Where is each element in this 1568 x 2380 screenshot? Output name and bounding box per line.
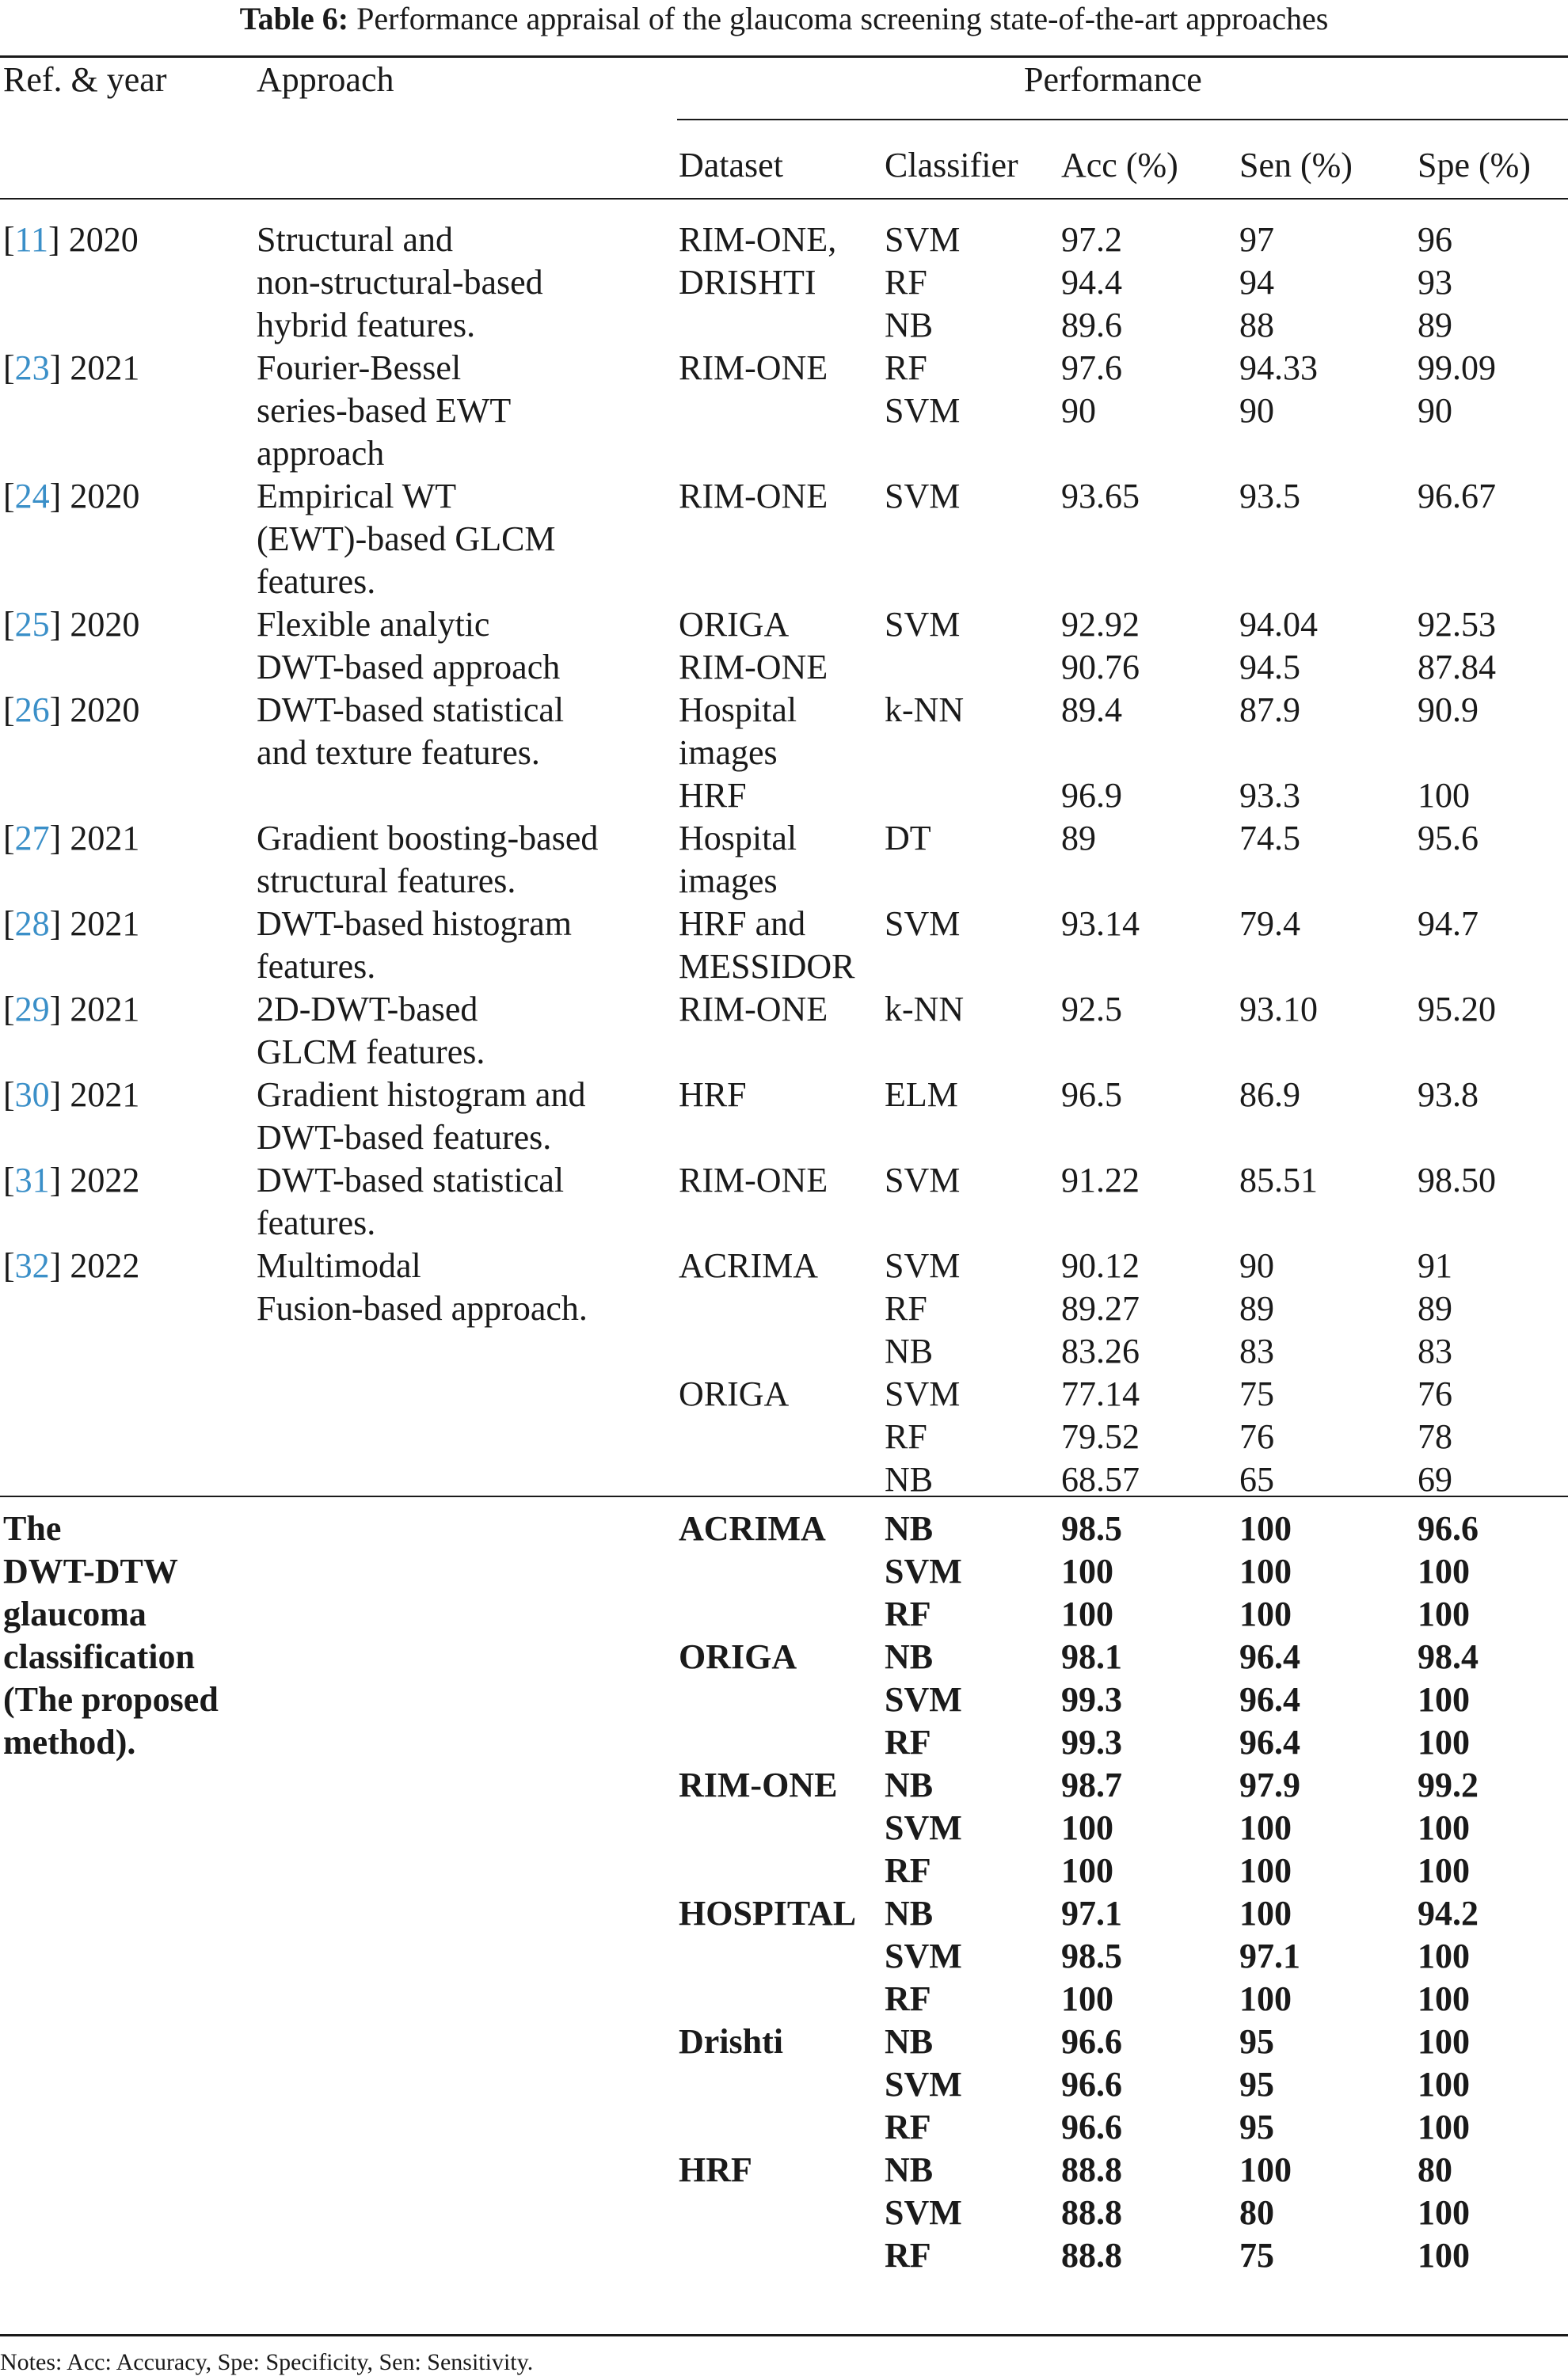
sen-cell: 87.9 [1239,690,1300,729]
proposed-sen-cell: 95 [1239,2065,1274,2104]
acc-cell: 68.57 [1061,1460,1140,1499]
proposed-method-label: classification [3,1637,195,1676]
column-header-approach: Approach [257,60,394,99]
proposed-classifier-cell: SVM [885,1937,962,1975]
proposed-sen-cell: 80 [1239,2193,1274,2232]
ref-year: 2022 [70,1246,140,1285]
dataset-cell: HRF [679,776,747,815]
approach-cell: DWT-based histogram [257,904,572,943]
approach-cell: DWT-based statistical [257,1161,565,1200]
proposed-classifier-cell: NB [885,1637,934,1676]
sen-cell: 86.9 [1239,1075,1300,1114]
proposed-acc-cell: 100 [1061,1552,1113,1591]
acc-cell: 93.14 [1061,904,1140,943]
acc-cell: 91.22 [1061,1161,1140,1200]
proposed-sen-cell: 95 [1239,2108,1274,2146]
proposed-spe-cell: 100 [1418,1808,1470,1847]
classifier-cell: NB [885,306,934,344]
spe-cell: 83 [1418,1332,1452,1371]
ref-year: 2021 [70,904,140,943]
proposed-spe-cell: 80 [1418,2150,1452,2189]
acc-cell: 90.12 [1061,1246,1140,1285]
approach-cell: Empirical WT [257,477,457,515]
table-caption [0,2,1568,36]
approach-cell: Gradient boosting-based [257,819,599,857]
ref-year: 2022 [70,1161,140,1200]
caption-label: Table 6: [239,1,349,36]
classifier-cell: RF [885,348,927,387]
proposed-dataset-cell: HOSPITAL [679,1894,857,1933]
spe-cell: 93 [1418,263,1452,302]
proposed-classifier-cell: RF [885,1979,931,2018]
sen-cell: 85.51 [1239,1161,1318,1200]
proposed-classifier-cell: NB [885,2022,934,2061]
sen-cell: 94.33 [1239,348,1318,387]
acc-cell: 94.4 [1061,263,1122,302]
ref-cell: [26] 2020 [3,690,140,729]
proposed-spe-cell: 100 [1418,2022,1470,2061]
citation-link[interactable]: 11 [14,220,49,259]
proposed-spe-cell: 94.2 [1418,1894,1479,1933]
column-header-dataset: Dataset [679,146,783,184]
proposed-sen-cell: 100 [1239,1851,1292,1890]
classifier-cell: NB [885,1332,934,1371]
proposed-sen-cell: 100 [1239,1808,1292,1847]
caption-title: Performance appraisal of the glaucoma screening state-of-the-art approaches [356,1,1329,36]
citation-link[interactable]: 23 [14,348,50,387]
proposed-sen-cell: 97.1 [1239,1937,1300,1975]
proposed-classifier-cell: SVM [885,1552,962,1591]
citation-link[interactable]: 29 [14,990,50,1028]
dataset-cell: ACRIMA [679,1246,819,1285]
proposed-dataset-cell: Drishti [679,2022,783,2061]
proposed-spe-cell: 100 [1418,2236,1470,2275]
bottom-rule [0,2334,1568,2336]
citation-link[interactable]: 28 [14,904,50,943]
acc-cell: 89.27 [1061,1289,1140,1328]
spe-cell: 100 [1418,776,1470,815]
proposed-acc-cell: 98.1 [1061,1637,1122,1676]
ref-cell: [32] 2022 [3,1246,140,1285]
sen-cell: 90 [1239,1246,1274,1285]
approach-cell: hybrid features. [257,306,476,344]
sen-cell: 93.10 [1239,990,1318,1028]
approach-cell: Gradient histogram and [257,1075,586,1114]
dataset-cell: ORIGA [679,605,790,644]
proposed-spe-cell: 100 [1418,2065,1470,2104]
spe-cell: 96.67 [1418,477,1496,515]
proposed-classifier-cell: RF [885,1851,931,1890]
proposed-sen-cell: 100 [1239,1595,1292,1633]
approach-cell: (EWT)-based GLCM [257,519,556,558]
approach-cell: features. [257,947,376,986]
approach-cell: Fourier-Bessel [257,348,462,387]
proposed-classifier-cell: NB [885,1509,934,1548]
sen-cell: 65 [1239,1460,1274,1499]
spe-cell: 90.9 [1418,690,1479,729]
spe-cell: 95.20 [1418,990,1496,1028]
approach-cell: DWT-based features. [257,1118,552,1157]
proposed-classifier-cell: RF [885,1723,931,1762]
approach-cell: non-structural-based [257,263,543,302]
approach-cell: and texture features. [257,733,540,772]
column-header-acc: Acc (%) [1061,146,1178,184]
approach-cell: series-based EWT [257,391,512,430]
proposed-spe-cell: 100 [1418,2108,1470,2146]
acc-cell: 92.92 [1061,605,1140,644]
dataset-cell: HRF [679,1075,747,1114]
proposed-spe-cell: 100 [1418,1851,1470,1890]
proposed-dataset-cell: ACRIMA [679,1509,826,1548]
column-header-sen: Sen (%) [1239,146,1353,184]
proposed-spe-cell: 100 [1418,1680,1470,1719]
proposed-dataset-cell: ORIGA [679,1637,797,1676]
proposed-acc-cell: 98.5 [1061,1509,1122,1548]
column-header-classifier: Classifier [885,146,1018,184]
proposed-sen-cell: 100 [1239,1894,1292,1933]
dataset-cell: DRISHTI [679,263,816,302]
approach-cell: Multimodal [257,1246,421,1285]
acc-cell: 92.5 [1061,990,1122,1028]
spe-cell: 89 [1418,306,1452,344]
ref-cell: [31] 2022 [3,1161,140,1200]
acc-cell: 89.6 [1061,306,1122,344]
proposed-method-label: (The proposed [3,1680,219,1719]
spe-cell: 96 [1418,220,1452,259]
sen-cell: 75 [1239,1374,1274,1413]
spe-cell: 93.8 [1418,1075,1479,1114]
classifier-cell: RF [885,1289,927,1328]
acc-cell: 77.14 [1061,1374,1140,1413]
classifier-cell: ELM [885,1075,958,1114]
classifier-cell: SVM [885,605,961,644]
proposed-method-label: DWT-DTW [3,1552,178,1591]
ref-cell: [27] 2021 [3,819,140,857]
acc-cell: 97.6 [1061,348,1122,387]
proposed-classifier-cell: NB [885,1894,934,1933]
classifier-cell: SVM [885,220,961,259]
ref-year: 2021 [70,990,140,1028]
classifier-cell: SVM [885,391,961,430]
acc-cell: 89 [1061,819,1096,857]
spe-cell: 78 [1418,1417,1452,1456]
citation-link[interactable]: 24 [14,477,50,515]
spe-cell: 69 [1418,1460,1452,1499]
spe-cell: 92.53 [1418,605,1496,644]
proposed-spe-cell: 98.4 [1418,1637,1479,1676]
ref-cell: [24] 2020 [3,477,140,515]
column-header-spe: Spe (%) [1418,146,1531,184]
spe-cell: 87.84 [1418,648,1496,686]
proposed-sen-cell: 96.4 [1239,1680,1300,1719]
proposed-classifier-cell: SVM [885,1680,962,1719]
ref-cell: [11] 2020 [3,220,139,259]
proposed-spe-cell: 96.6 [1418,1509,1479,1548]
approach-cell: 2D-DWT-based [257,990,478,1028]
ref-cell: [29] 2021 [3,990,140,1028]
proposed-spe-cell: 100 [1418,1595,1470,1633]
proposed-classifier-cell: SVM [885,2193,962,2232]
approach-cell: structural features. [257,861,516,900]
column-header-performance: Performance [1024,60,1202,99]
sen-cell: 89 [1239,1289,1274,1328]
dataset-cell: RIM-ONE [679,477,828,515]
proposed-sen-cell: 100 [1239,1979,1292,2018]
proposed-acc-cell: 97.1 [1061,1894,1122,1933]
performance-subrule [677,119,1568,120]
sen-cell: 94 [1239,263,1274,302]
sen-cell: 74.5 [1239,819,1300,857]
ref-cell: [25] 2020 [3,605,140,644]
approach-cell: features. [257,1203,376,1242]
proposed-sen-cell: 75 [1239,2236,1274,2275]
approach-cell: Fusion-based approach. [257,1289,588,1328]
dataset-cell: HRF and [679,904,806,943]
spe-cell: 99.09 [1418,348,1496,387]
classifier-cell: k-NN [885,990,965,1028]
dataset-cell: RIM-ONE, [679,220,837,259]
dataset-cell: ORIGA [679,1374,790,1413]
citation-link[interactable]: 31 [14,1161,50,1200]
acc-cell: 93.65 [1061,477,1140,515]
proposed-acc-cell: 100 [1061,1851,1113,1890]
column-header-ref-year: Ref. & year [3,60,167,99]
proposed-acc-cell: 88.8 [1061,2150,1122,2189]
acc-cell: 90.76 [1061,648,1140,686]
proposed-sen-cell: 100 [1239,1552,1292,1591]
approach-cell: features. [257,562,376,601]
dataset-cell: RIM-ONE [679,648,828,686]
sen-cell: 93.3 [1239,776,1300,815]
spe-cell: 98.50 [1418,1161,1496,1200]
classifier-cell: k-NN [885,690,965,729]
proposed-classifier-cell: NB [885,2150,934,2189]
proposed-spe-cell: 100 [1418,2193,1470,2232]
ref-year: 2020 [70,690,140,729]
dataset-cell: RIM-ONE [679,1161,828,1200]
spe-cell: 76 [1418,1374,1452,1413]
dataset-cell: RIM-ONE [679,990,828,1028]
ref-year: 2021 [70,819,140,857]
dataset-cell: Hospital [679,819,797,857]
classifier-cell: SVM [885,1161,961,1200]
proposed-dataset-cell: RIM-ONE [679,1766,838,1804]
citation-link[interactable]: 30 [14,1075,50,1114]
approach-cell: DWT-based statistical [257,690,565,729]
proposed-acc-cell: 96.6 [1061,2065,1122,2104]
dataset-cell: images [679,861,778,900]
acc-cell: 83.26 [1061,1332,1140,1371]
proposed-method-label: The [3,1509,62,1548]
classifier-cell: RF [885,263,927,302]
sen-cell: 94.04 [1239,605,1318,644]
dataset-cell: Hospital [679,690,797,729]
sen-cell: 79.4 [1239,904,1300,943]
sen-cell: 76 [1239,1417,1274,1456]
citation-link[interactable]: 27 [14,819,50,857]
classifier-cell: SVM [885,1246,961,1285]
proposed-acc-cell: 99.3 [1061,1723,1122,1762]
sen-cell: 93.5 [1239,477,1300,515]
ref-cell: [30] 2021 [3,1075,140,1114]
proposed-acc-cell: 98.5 [1061,1937,1122,1975]
proposed-spe-cell: 99.2 [1418,1766,1479,1804]
approach-cell: GLCM features. [257,1032,485,1071]
classifier-cell: SVM [885,477,961,515]
proposed-classifier-cell: RF [885,1595,931,1633]
sen-cell: 88 [1239,306,1274,344]
dataset-cell: MESSIDOR [679,947,855,986]
classifier-cell: NB [885,1460,934,1499]
spe-cell: 89 [1418,1289,1452,1328]
acc-cell: 97.2 [1061,220,1122,259]
classifier-cell: SVM [885,904,961,943]
proposed-sen-cell: 100 [1239,2150,1292,2189]
proposed-method-label: method). [3,1723,136,1762]
spe-cell: 94.7 [1418,904,1479,943]
acc-cell: 96.9 [1061,776,1122,815]
proposed-dataset-cell: HRF [679,2150,752,2189]
header-rule [0,198,1568,200]
acc-cell: 90 [1061,391,1096,430]
proposed-sen-cell: 96.4 [1239,1637,1300,1676]
citation-link[interactable]: 25 [14,605,50,644]
acc-cell: 79.52 [1061,1417,1140,1456]
spe-cell: 91 [1418,1246,1452,1285]
proposed-sen-cell: 96.4 [1239,1723,1300,1762]
approach-cell: DWT-based approach [257,648,561,686]
proposed-classifier-cell: RF [885,2236,931,2275]
approach-cell: approach [257,434,385,473]
classifier-cell: SVM [885,1374,961,1413]
proposed-spe-cell: 100 [1418,1552,1470,1591]
acc-cell: 89.4 [1061,690,1122,729]
spe-cell: 95.6 [1418,819,1479,857]
classifier-cell: RF [885,1417,927,1456]
proposed-classifier-cell: NB [885,1766,934,1804]
proposed-acc-cell: 100 [1061,1595,1113,1633]
proposed-spe-cell: 100 [1418,1937,1470,1975]
ref-cell: [28] 2021 [3,904,140,943]
dataset-cell: images [679,733,778,772]
proposed-method-label: glaucoma [3,1595,147,1633]
citation-link[interactable]: 26 [14,690,50,729]
dataset-cell: RIM-ONE [679,348,828,387]
sen-cell: 83 [1239,1332,1274,1371]
proposed-sen-cell: 95 [1239,2022,1274,2061]
proposed-acc-cell: 88.8 [1061,2236,1122,2275]
proposed-acc-cell: 99.3 [1061,1680,1122,1719]
proposed-classifier-cell: SVM [885,2065,962,2104]
ref-cell: [23] 2021 [3,348,140,387]
proposed-classifier-cell: RF [885,2108,931,2146]
proposed-method-rule [0,1496,1568,1497]
proposed-acc-cell: 100 [1061,1808,1113,1847]
sen-cell: 97 [1239,220,1274,259]
ref-year: 2020 [70,605,140,644]
proposed-classifier-cell: SVM [885,1808,962,1847]
top-rule [0,55,1568,58]
acc-cell: 96.5 [1061,1075,1122,1114]
sen-cell: 90 [1239,391,1274,430]
citation-link[interactable]: 32 [14,1246,50,1285]
proposed-spe-cell: 100 [1418,1979,1470,2018]
proposed-acc-cell: 96.6 [1061,2022,1122,2061]
sen-cell: 94.5 [1239,648,1300,686]
proposed-acc-cell: 100 [1061,1979,1113,2018]
table-notes: Notes: Acc: Accuracy, Spe: Specificity, Sen: Sensitivity. [0,2349,534,2375]
ref-year: 2021 [70,348,140,387]
proposed-sen-cell: 97.9 [1239,1766,1300,1804]
classifier-cell: DT [885,819,931,857]
ref-year: 2020 [68,220,139,259]
ref-year: 2020 [70,477,140,515]
proposed-acc-cell: 98.7 [1061,1766,1122,1804]
proposed-acc-cell: 96.6 [1061,2108,1122,2146]
spe-cell: 90 [1418,391,1452,430]
approach-cell: Structural and [257,220,454,259]
proposed-sen-cell: 100 [1239,1509,1292,1548]
proposed-acc-cell: 88.8 [1061,2193,1122,2232]
approach-cell: Flexible analytic [257,605,490,644]
proposed-spe-cell: 100 [1418,1723,1470,1762]
ref-year: 2021 [70,1075,140,1114]
